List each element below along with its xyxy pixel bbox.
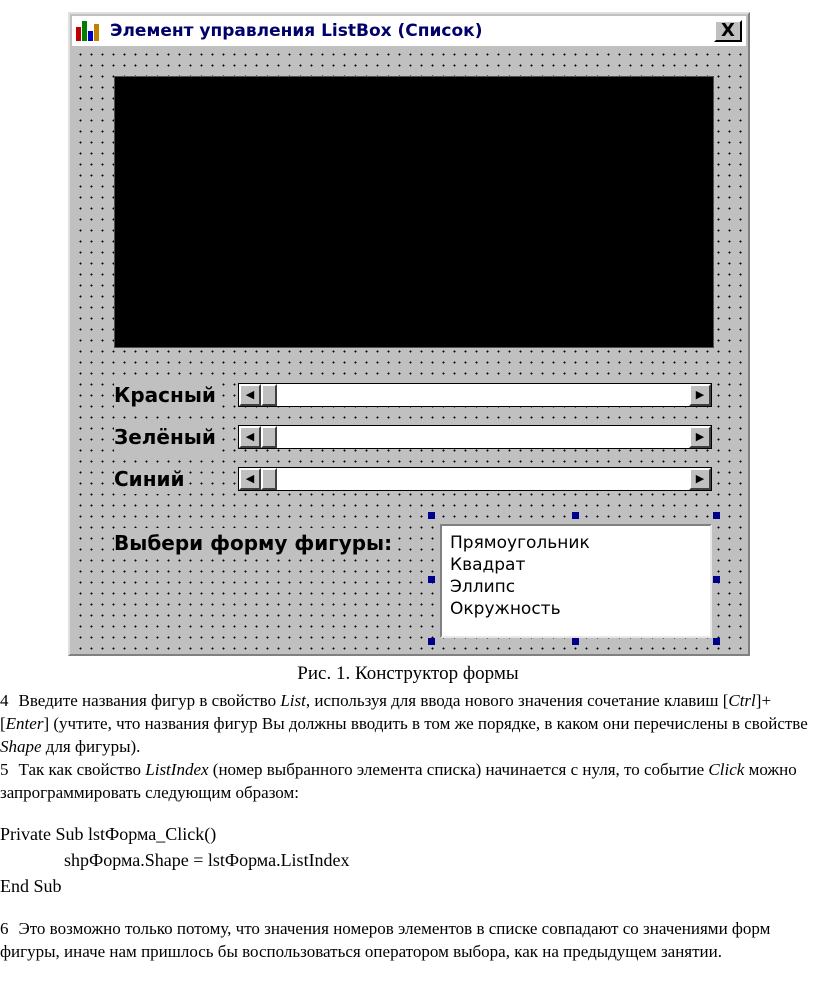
- window-title: Элемент управления ListBox (Список): [110, 21, 483, 41]
- form-design-surface[interactable]: [72, 46, 746, 652]
- scroll-thumb[interactable]: [261, 426, 277, 448]
- form-designer-window: [68, 12, 750, 656]
- list-item[interactable]: Окружность: [450, 599, 561, 619]
- code-line-1: Private Sub lstФорма_Click(): [0, 824, 217, 844]
- resize-handle[interactable]: [572, 512, 579, 519]
- scroll-thumb[interactable]: [261, 468, 277, 490]
- resize-handle[interactable]: [428, 638, 435, 645]
- resize-handle[interactable]: [428, 576, 435, 583]
- step-number: 4: [0, 691, 9, 710]
- close-button[interactable]: X: [714, 20, 742, 42]
- slider-label-red: Красный: [114, 380, 218, 410]
- slider-label-green: Зелёный: [114, 422, 218, 452]
- shape-select-label: Выбери форму фигуры:: [114, 528, 392, 558]
- step-number: 6: [0, 919, 9, 938]
- resize-handle[interactable]: [713, 576, 720, 583]
- shape-listbox[interactable]: [440, 524, 712, 638]
- shape-picture-box[interactable]: [114, 76, 714, 348]
- scrollbar-red[interactable]: [238, 383, 712, 407]
- window-titlebar[interactable]: [72, 16, 746, 46]
- code-line-2: shpФорма.Shape = lstФорма.ListIndex: [64, 850, 350, 870]
- resize-handle[interactable]: [572, 638, 579, 645]
- scrollbar-blue[interactable]: [238, 467, 712, 491]
- figure-caption: Рис. 1. Конструктор формы: [297, 663, 519, 684]
- resize-handle[interactable]: [428, 512, 435, 519]
- scrollbar-green[interactable]: [238, 425, 712, 449]
- scroll-right-arrow-icon[interactable]: ▶: [689, 468, 711, 490]
- slider-label-blue: Синий: [114, 464, 187, 494]
- scroll-left-arrow-icon[interactable]: ◀: [239, 468, 261, 490]
- resize-handle[interactable]: [713, 512, 720, 519]
- list-item[interactable]: Прямоугольник: [450, 533, 590, 553]
- resize-handle[interactable]: [713, 638, 720, 645]
- list-item[interactable]: Квадрат: [450, 555, 526, 575]
- step-6-paragraph: 6 Это возможно только потому, что значения номеров элементов в списке совпадают со значениями форм фигуры, иначе нам пришлось бы воспользоваться оператором выбора, как на предыдущем занятии.: [0, 919, 771, 961]
- list-item[interactable]: Эллипс: [450, 577, 516, 597]
- step-4-paragraph: 4 Введите названия фигур в свойство List, используя для ввода нового значения сочетание клавиш [Ctrl]+[Enter] (учтите, что названия фигур Вы должны вводить в том же порядке, в каком они перечислены в свойстве Shape для фигуры).: [0, 691, 808, 756]
- scroll-thumb[interactable]: [261, 384, 277, 406]
- step-number: 5: [0, 760, 9, 779]
- scroll-right-arrow-icon[interactable]: ▶: [689, 426, 711, 448]
- scroll-left-arrow-icon[interactable]: ◀: [239, 426, 261, 448]
- step-5-paragraph: 5 Так как свойство ListIndex (номер выбранного элемента списка) начинается с нуля, то событие Click можно запрограммировать следующим образом:: [0, 760, 797, 802]
- scroll-right-arrow-icon[interactable]: ▶: [689, 384, 711, 406]
- scroll-left-arrow-icon[interactable]: ◀: [239, 384, 261, 406]
- vb-form-icon: [76, 21, 102, 41]
- code-line-3: End Sub: [0, 876, 62, 896]
